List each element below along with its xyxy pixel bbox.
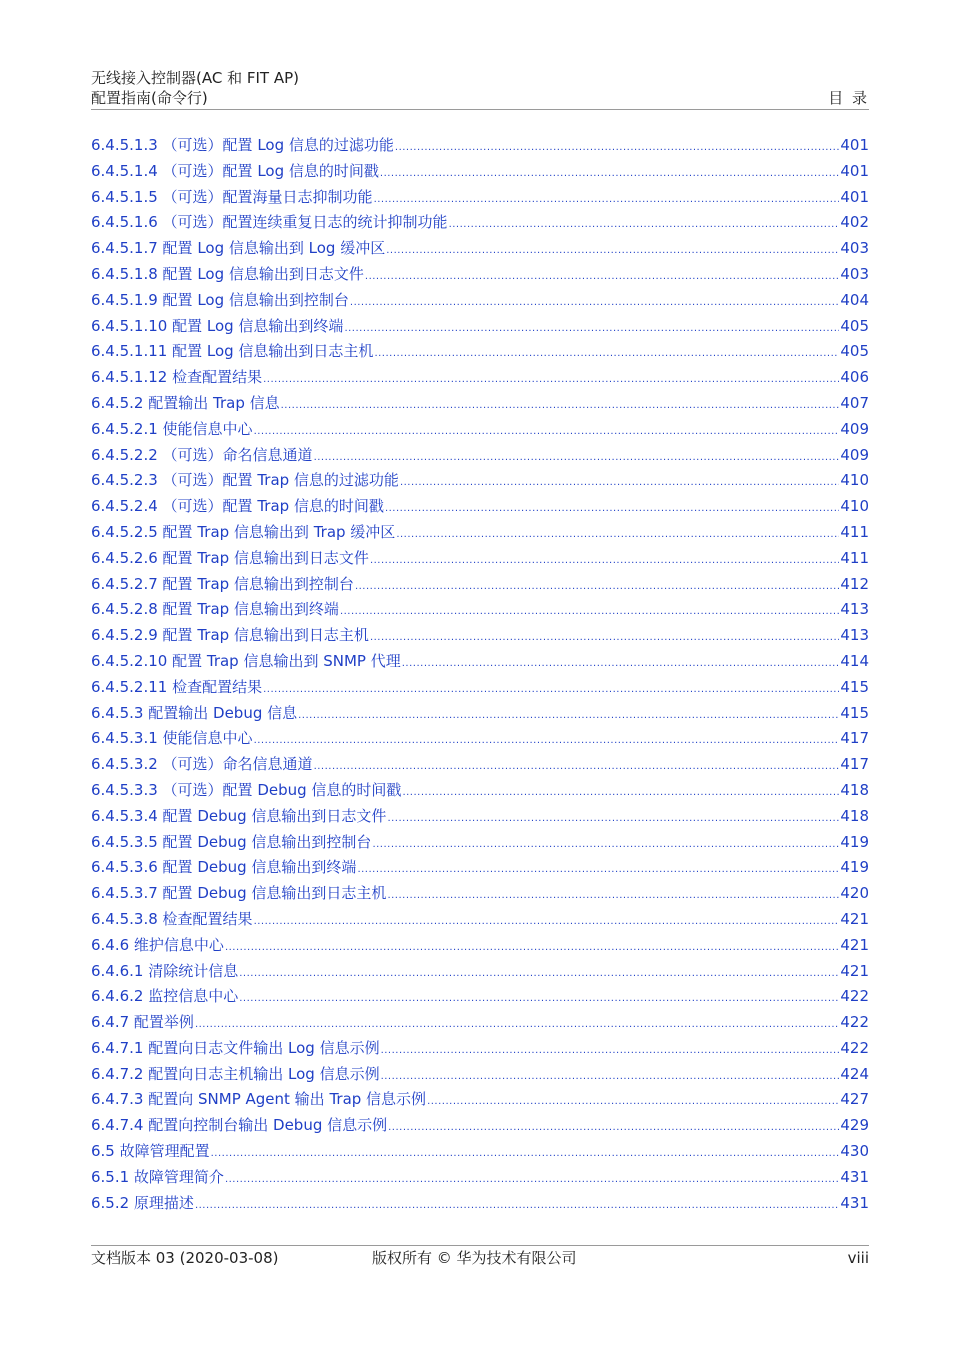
- copyright-notice: 版权所有 © 华为技术有限公司: [372, 1249, 577, 1267]
- toc-dot-leader: [340, 599, 839, 623]
- toc-dot-leader: [402, 651, 840, 675]
- toc-dot-leader: [298, 703, 839, 727]
- toc-entry[interactable]: [91, 417, 869, 443]
- toc-entry-title[interactable]: 6.4.5.1.9 配置 Log 信息输出到控制台: [91, 290, 349, 309]
- toc-entry-page[interactable]: 407: [840, 393, 869, 412]
- toc-entry[interactable]: [91, 494, 869, 520]
- toc-entry-page[interactable]: 417: [840, 729, 869, 748]
- toc-dot-leader: [380, 161, 839, 185]
- toc-entry-title[interactable]: 6.4.5.3.6 配置 Debug 信息输出到终端: [91, 858, 357, 877]
- toc-entry-page[interactable]: 413: [840, 600, 869, 619]
- toc-entry-page[interactable]: 401: [840, 161, 869, 180]
- toc-entry[interactable]: [91, 1087, 869, 1113]
- toc-entry-title[interactable]: 6.4.5.3.4 配置 Debug 信息输出到日志文件: [91, 806, 387, 825]
- toc-entry[interactable]: [91, 262, 869, 288]
- toc-entry-title[interactable]: 6.4.6 维护信息中心: [91, 935, 224, 954]
- toc-entry[interactable]: [91, 1062, 869, 1088]
- toc-entry-page[interactable]: 419: [840, 832, 869, 851]
- header-divider: [91, 109, 869, 110]
- toc-dot-leader: [396, 522, 839, 546]
- toc-entry[interactable]: [91, 1113, 869, 1139]
- toc-entry-title[interactable]: 6.4.5.2.7 配置 Trap 信息输出到控制台: [91, 574, 354, 593]
- document-subtitle: 配置指南(命令行): [91, 89, 208, 107]
- toc-entry-title[interactable]: 6.5 故障管理配置: [91, 1142, 210, 1161]
- toc-dot-leader: [254, 909, 840, 933]
- toc-entry-page[interactable]: 405: [840, 316, 869, 335]
- toc-dot-leader: [254, 419, 840, 443]
- toc-dot-leader: [372, 832, 839, 856]
- toc-entry[interactable]: [91, 726, 869, 752]
- toc-entry[interactable]: [91, 1010, 869, 1036]
- toc-entry[interactable]: [91, 701, 869, 727]
- toc-entry-page[interactable]: 418: [840, 806, 869, 825]
- toc-dot-leader: [402, 780, 839, 804]
- toc-dot-leader: [400, 470, 839, 494]
- toc-entry[interactable]: [91, 520, 869, 546]
- document-version: 文档版本 03 (2020-03-08): [91, 1249, 279, 1267]
- toc-dot-leader: [195, 1012, 839, 1036]
- toc-dot-leader: [195, 1193, 839, 1217]
- toc-entry-page[interactable]: 401: [840, 136, 869, 154]
- toc-entry-page[interactable]: 413: [840, 626, 869, 645]
- toc-entry-page[interactable]: 402: [840, 213, 869, 232]
- toc-entry-title[interactable]: 6.4.5.3 配置输出 Debug 信息: [91, 703, 298, 722]
- toc-dot-leader: [263, 677, 839, 701]
- toc-entry-page[interactable]: 417: [840, 755, 869, 774]
- toc-entry-page[interactable]: 415: [840, 703, 869, 722]
- toc-entry[interactable]: [91, 959, 869, 985]
- toc-dot-leader: [381, 1064, 840, 1088]
- toc-dot-leader: [374, 341, 839, 365]
- toc-dot-leader: [381, 1038, 840, 1062]
- toc-entry-page[interactable]: 422: [840, 987, 869, 1006]
- toc-entry[interactable]: [91, 365, 869, 391]
- toc-entry[interactable]: [91, 1139, 869, 1165]
- toc-entry-page[interactable]: 411: [840, 522, 869, 541]
- toc-entry[interactable]: [91, 546, 869, 572]
- toc-entry-title[interactable]: 6.4.5.2.3 （可选）配置 Trap 信息的过滤功能: [91, 471, 399, 490]
- toc-entry-page[interactable]: 422: [840, 1013, 869, 1032]
- toc-entry[interactable]: [91, 133, 869, 159]
- table-of-contents: [91, 133, 869, 1216]
- toc-entry-page[interactable]: 404: [840, 290, 869, 309]
- toc-entry[interactable]: [91, 597, 869, 623]
- toc-dot-leader: [386, 238, 839, 262]
- toc-entry[interactable]: [91, 572, 869, 598]
- toc-entry-title[interactable]: 6.4.5.3.2 （可选）命名信息通道: [91, 755, 313, 774]
- toc-entry-page[interactable]: 429: [840, 1116, 869, 1135]
- toc-entry[interactable]: [91, 1036, 869, 1062]
- toc-dot-leader: [374, 187, 840, 211]
- toc-entry-title[interactable]: 6.4.5.2.4 （可选）配置 Trap 信息的时间戳: [91, 497, 384, 516]
- toc-entry[interactable]: [91, 907, 869, 933]
- toc-entry[interactable]: [91, 1191, 869, 1217]
- toc-entry-title[interactable]: 6.4.7 配置举例: [91, 1013, 194, 1032]
- toc-entry[interactable]: [91, 185, 869, 211]
- toc-entry[interactable]: [91, 778, 869, 804]
- toc-entry-title[interactable]: 6.4.7.4 配置向控制台输出 Debug 信息示例: [91, 1116, 388, 1135]
- toc-dot-leader: [314, 445, 840, 469]
- toc-entry[interactable]: [91, 804, 869, 830]
- toc-dot-leader: [344, 316, 839, 340]
- toc-entry-page[interactable]: 421: [840, 909, 869, 928]
- toc-entry-page[interactable]: 419: [840, 858, 869, 877]
- toc-entry[interactable]: [91, 881, 869, 907]
- toc-dot-leader: [263, 367, 839, 391]
- toc-entry-page[interactable]: 422: [840, 1038, 869, 1057]
- toc-entry[interactable]: [91, 236, 869, 262]
- toc-entry-page[interactable]: 415: [840, 677, 869, 696]
- toc-dot-leader: [225, 1167, 839, 1191]
- toc-entry[interactable]: [91, 210, 869, 236]
- toc-entry-page[interactable]: 411: [840, 548, 869, 567]
- toc-entry-page[interactable]: 414: [840, 651, 869, 670]
- toc-entry-title[interactable]: 6.4.5.1.8 配置 Log 信息输出到日志文件: [91, 264, 364, 283]
- toc-entry-page[interactable]: 405: [840, 342, 869, 361]
- toc-entry-title[interactable]: 6.4.7.1 配置向日志文件输出 Log 信息示例: [91, 1038, 380, 1057]
- toc-entry-title[interactable]: 6.4.5.2.9 配置 Trap 信息输出到日志主机: [91, 626, 369, 645]
- toc-dot-leader: [350, 290, 839, 314]
- toc-entry-title[interactable]: 6.4.5.3.5 配置 Debug 信息输出到控制台: [91, 832, 372, 851]
- section-label: 目 录: [828, 89, 869, 107]
- toc-dot-leader: [239, 986, 839, 1010]
- toc-entry-page[interactable]: 410: [840, 471, 869, 490]
- toc-entry-page[interactable]: 421: [840, 961, 869, 980]
- toc-entry-page[interactable]: 410: [840, 497, 869, 516]
- toc-dot-leader: [387, 806, 839, 830]
- document-title: 无线接入控制器(AC 和 FIT AP): [91, 69, 300, 87]
- toc-entry[interactable]: [91, 1165, 869, 1191]
- toc-entry[interactable]: [91, 443, 869, 469]
- toc-entry-title[interactable]: 6.4.5.1.3 （可选）配置 Log 信息的过滤功能: [91, 136, 394, 154]
- toc-entry-page[interactable]: 420: [840, 884, 869, 903]
- toc-entry-title[interactable]: 6.4.5.1.10 配置 Log 信息输出到终端: [91, 316, 344, 335]
- toc-entry-page[interactable]: 406: [840, 368, 869, 387]
- toc-entry-title[interactable]: 6.4.6.1 清除统计信息: [91, 961, 239, 980]
- toc-dot-leader: [239, 961, 839, 985]
- toc-dot-leader: [254, 728, 840, 752]
- toc-entry-title[interactable]: 6.4.5.2 配置输出 Trap 信息: [91, 393, 280, 412]
- toc-entry[interactable]: [91, 288, 869, 314]
- toc-dot-leader: [314, 754, 840, 778]
- toc-entry-title[interactable]: 6.4.5.1.11 配置 Log 信息输出到日志主机: [91, 342, 374, 361]
- toc-entry-title[interactable]: 6.4.6.2 监控信息中心: [91, 987, 239, 1006]
- toc-entry-title[interactable]: 6.5.2 原理描述: [91, 1193, 194, 1212]
- toc-entry-page[interactable]: 409: [840, 445, 869, 464]
- page-number: viii: [847, 1249, 869, 1267]
- toc-entry-title[interactable]: 6.4.5.3.1 使能信息中心: [91, 729, 253, 748]
- toc-entry[interactable]: [91, 830, 869, 856]
- toc-entry-title[interactable]: 6.4.5.2.11 检查配置结果: [91, 677, 263, 696]
- toc-dot-leader: [225, 935, 839, 959]
- toc-entry-title[interactable]: 6.4.5.1.7 配置 Log 信息输出到 Log 缓冲区: [91, 239, 386, 258]
- toc-dot-leader: [387, 883, 839, 907]
- toc-entry-title[interactable]: 6.4.5.2.6 配置 Trap 信息输出到日志文件: [91, 548, 369, 567]
- toc-entry-page[interactable]: 409: [840, 419, 869, 438]
- toc-entry-title[interactable]: 6.4.5.2.5 配置 Trap 信息输出到 Trap 缓冲区: [91, 522, 396, 541]
- toc-entry-title[interactable]: 6.4.7.2 配置向日志主机输出 Log 信息示例: [91, 1064, 380, 1083]
- toc-entry-page[interactable]: 430: [840, 1142, 869, 1161]
- toc-dot-leader: [355, 574, 839, 598]
- toc-entry[interactable]: [91, 933, 869, 959]
- toc-dot-leader: [370, 548, 839, 572]
- toc-entry[interactable]: [91, 159, 869, 185]
- toc-entry-page[interactable]: 401: [840, 187, 869, 206]
- toc-entry[interactable]: [91, 855, 869, 881]
- toc-entry[interactable]: [91, 468, 869, 494]
- toc-entry[interactable]: [91, 649, 869, 675]
- toc-dot-leader: [357, 857, 839, 881]
- toc-entry[interactable]: [91, 675, 869, 701]
- toc-entry[interactable]: [91, 339, 869, 365]
- toc-entry-title[interactable]: 6.4.5.2.2 （可选）命名信息通道: [91, 445, 313, 464]
- toc-entry-title[interactable]: 6.4.7.3 配置向 SNMP Agent 输出 Trap 信息示例: [91, 1090, 427, 1109]
- toc-dot-leader: [211, 1141, 840, 1165]
- toc-dot-leader: [385, 496, 839, 520]
- toc-entry-title[interactable]: 6.4.5.3.3 （可选）配置 Debug 信息的时间戳: [91, 780, 402, 799]
- toc-entry-title[interactable]: 6.4.5.3.8 检查配置结果: [91, 909, 253, 928]
- toc-entry-title[interactable]: 6.4.5.2.1 使能信息中心: [91, 419, 253, 438]
- toc-entry[interactable]: [91, 314, 869, 340]
- toc-entry-page[interactable]: 403: [840, 264, 869, 283]
- toc-entry[interactable]: [91, 391, 869, 417]
- toc-entry-title[interactable]: 6.4.5.3.7 配置 Debug 信息输出到日志主机: [91, 884, 387, 903]
- toc-entry[interactable]: [91, 752, 869, 778]
- toc-entry-page[interactable]: 418: [840, 780, 869, 799]
- toc-dot-leader: [388, 1115, 839, 1139]
- toc-entry-page[interactable]: 412: [840, 574, 869, 593]
- toc-dot-leader: [449, 212, 840, 236]
- footer-divider: [91, 1245, 869, 1246]
- toc-entry-title[interactable]: 6.4.5.2.10 配置 Trap 信息输出到 SNMP 代理: [91, 651, 401, 670]
- toc-dot-leader: [370, 625, 839, 649]
- toc-entry-title[interactable]: 6.4.5.2.8 配置 Trap 信息输出到终端: [91, 600, 339, 619]
- toc-entry[interactable]: [91, 623, 869, 649]
- toc-dot-leader: [427, 1089, 839, 1113]
- toc-entry-title[interactable]: 6.5.1 故障管理简介: [91, 1167, 224, 1186]
- toc-entry-page[interactable]: 427: [840, 1090, 869, 1109]
- toc-entry-page[interactable]: 431: [840, 1167, 869, 1186]
- toc-entry-page[interactable]: 424: [840, 1064, 869, 1083]
- toc-entry-title[interactable]: 6.4.5.1.6 （可选）配置连续重复日志的统计抑制功能: [91, 213, 448, 232]
- toc-dot-leader: [365, 264, 839, 288]
- toc-entry-page[interactable]: 431: [840, 1193, 869, 1212]
- page-footer: [91, 1247, 869, 1269]
- toc-entry-page[interactable]: 403: [840, 239, 869, 258]
- toc-entry-title[interactable]: 6.4.5.1.12 检查配置结果: [91, 368, 263, 387]
- toc-dot-leader: [281, 393, 840, 417]
- toc-entry-title[interactable]: 6.4.5.1.4 （可选）配置 Log 信息的时间戳: [91, 161, 379, 180]
- toc-dot-leader: [395, 135, 839, 159]
- toc-entry[interactable]: [91, 984, 869, 1010]
- toc-entry-title[interactable]: 6.4.5.1.5 （可选）配置海量日志抑制功能: [91, 187, 373, 206]
- page-header: [91, 68, 869, 108]
- toc-entry-page[interactable]: 421: [840, 935, 869, 954]
